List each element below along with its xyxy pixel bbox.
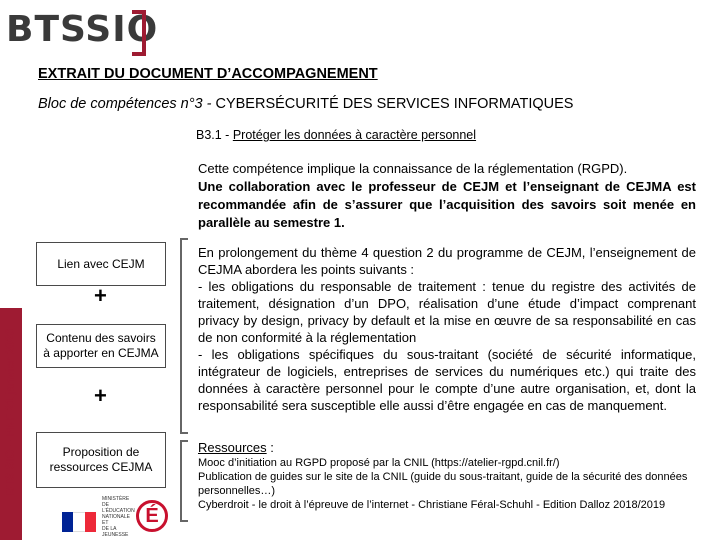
- plus-sign: +: [94, 283, 107, 308]
- content-paragraph: En prolongement du thème 4 question 2 du programme de CEJM, l’enseignement de CEJMA abordera les points suivants :: [198, 245, 696, 277]
- resource-item: Publication de guides sur le site de la CNIL (guide du sous-traitant, guide de la sécurité des données personnelles…): [198, 471, 688, 497]
- resource-item: Cyberdroit - le droit à l’épreuve de l’internet - Christiane Féral-Schuhl - Edition Dalloz 2018/2019: [198, 499, 666, 511]
- proposition-ressources-box: Proposition de ressources CEJMA: [36, 432, 166, 488]
- subtitle-bloc: Bloc de compétences n°3 -: [38, 96, 216, 112]
- content-text: [198, 244, 696, 414]
- intro-line-1: Cette compétence implique la connaissance de la réglementation (RGPD).: [198, 161, 628, 176]
- competence-title: Protéger les données à caractère personnel: [232, 128, 477, 142]
- page-subtitle: [38, 96, 573, 112]
- government-logos: [62, 494, 172, 538]
- logo-text: BTSSIO: [6, 9, 159, 50]
- btssio-logo: [6, 6, 166, 58]
- plus-sign: +: [94, 383, 107, 408]
- french-flag-icon: [62, 512, 96, 532]
- flag-stripe: [85, 512, 96, 532]
- flag-stripe: [73, 512, 84, 532]
- resources-title-label: Ressources: [198, 440, 267, 455]
- competence-heading: [196, 128, 476, 142]
- resource-item: Mooc d’initiation au RGPD proposé par la CNIL (https://atelier-rgpd.cnil.fr/): [198, 457, 560, 469]
- ministry-logo: MINISTÈRE DE L’ÉDUCATION NATIONALE ET DE LA JEUNESSE: [102, 496, 135, 538]
- subtitle-domain: CYBERSÉCURITÉ DES SERVICES INFORMATIQUES: [215, 96, 574, 112]
- logo-bracket-icon: [132, 10, 146, 56]
- intro-line-2: Une collaboration avec le professeur de CEJM et l’enseignant de CEJMA est recommandée afin de s’assurer que l’acquisition des savoirs soit menée en parallèle au semestre 1.: [198, 179, 696, 230]
- resources-list: [198, 456, 698, 512]
- contenu-savoirs-box: Contenu des savoirs à apporter en CEJMA: [36, 324, 166, 368]
- resources-bracket: [180, 440, 188, 522]
- education-e-icon: É: [136, 500, 168, 532]
- lien-cejm-box: Lien avec CEJM: [36, 242, 166, 286]
- page-title: EXTRAIT DU DOCUMENT D’ACCOMPAGNEMENT: [38, 66, 378, 82]
- content-bracket: [180, 238, 188, 434]
- content-paragraph: - les obligations du responsable de traitement : tenue du registre des activités de traitement, désignation d’un DPO, réalisation d’une étude d’impact comprenant privacy by design, privacy by default et la mise en œuvre de sa responsabilité en cas de non conformité à la réglementation: [198, 279, 696, 345]
- flag-stripe: [62, 512, 73, 532]
- intro-paragraph: [198, 160, 696, 232]
- content-paragraph: - les obligations spécifiques du sous-traitant (société de sécurité informatique, intégrateur de logiciels, entreprises de services du numériques etc.) qui traite des données à caractère personnel pour le compte d’une autre organisation, et, dont la responsabilité sera susceptible elle aussi d’être engagée en cas de manquement.: [198, 347, 696, 413]
- resources-title: Ressources :: [198, 440, 274, 455]
- competence-code: B3.1 -: [196, 128, 233, 142]
- vertical-footer-label: BTS SIO – PNF 21 janvier 2020: [5, 328, 17, 496]
